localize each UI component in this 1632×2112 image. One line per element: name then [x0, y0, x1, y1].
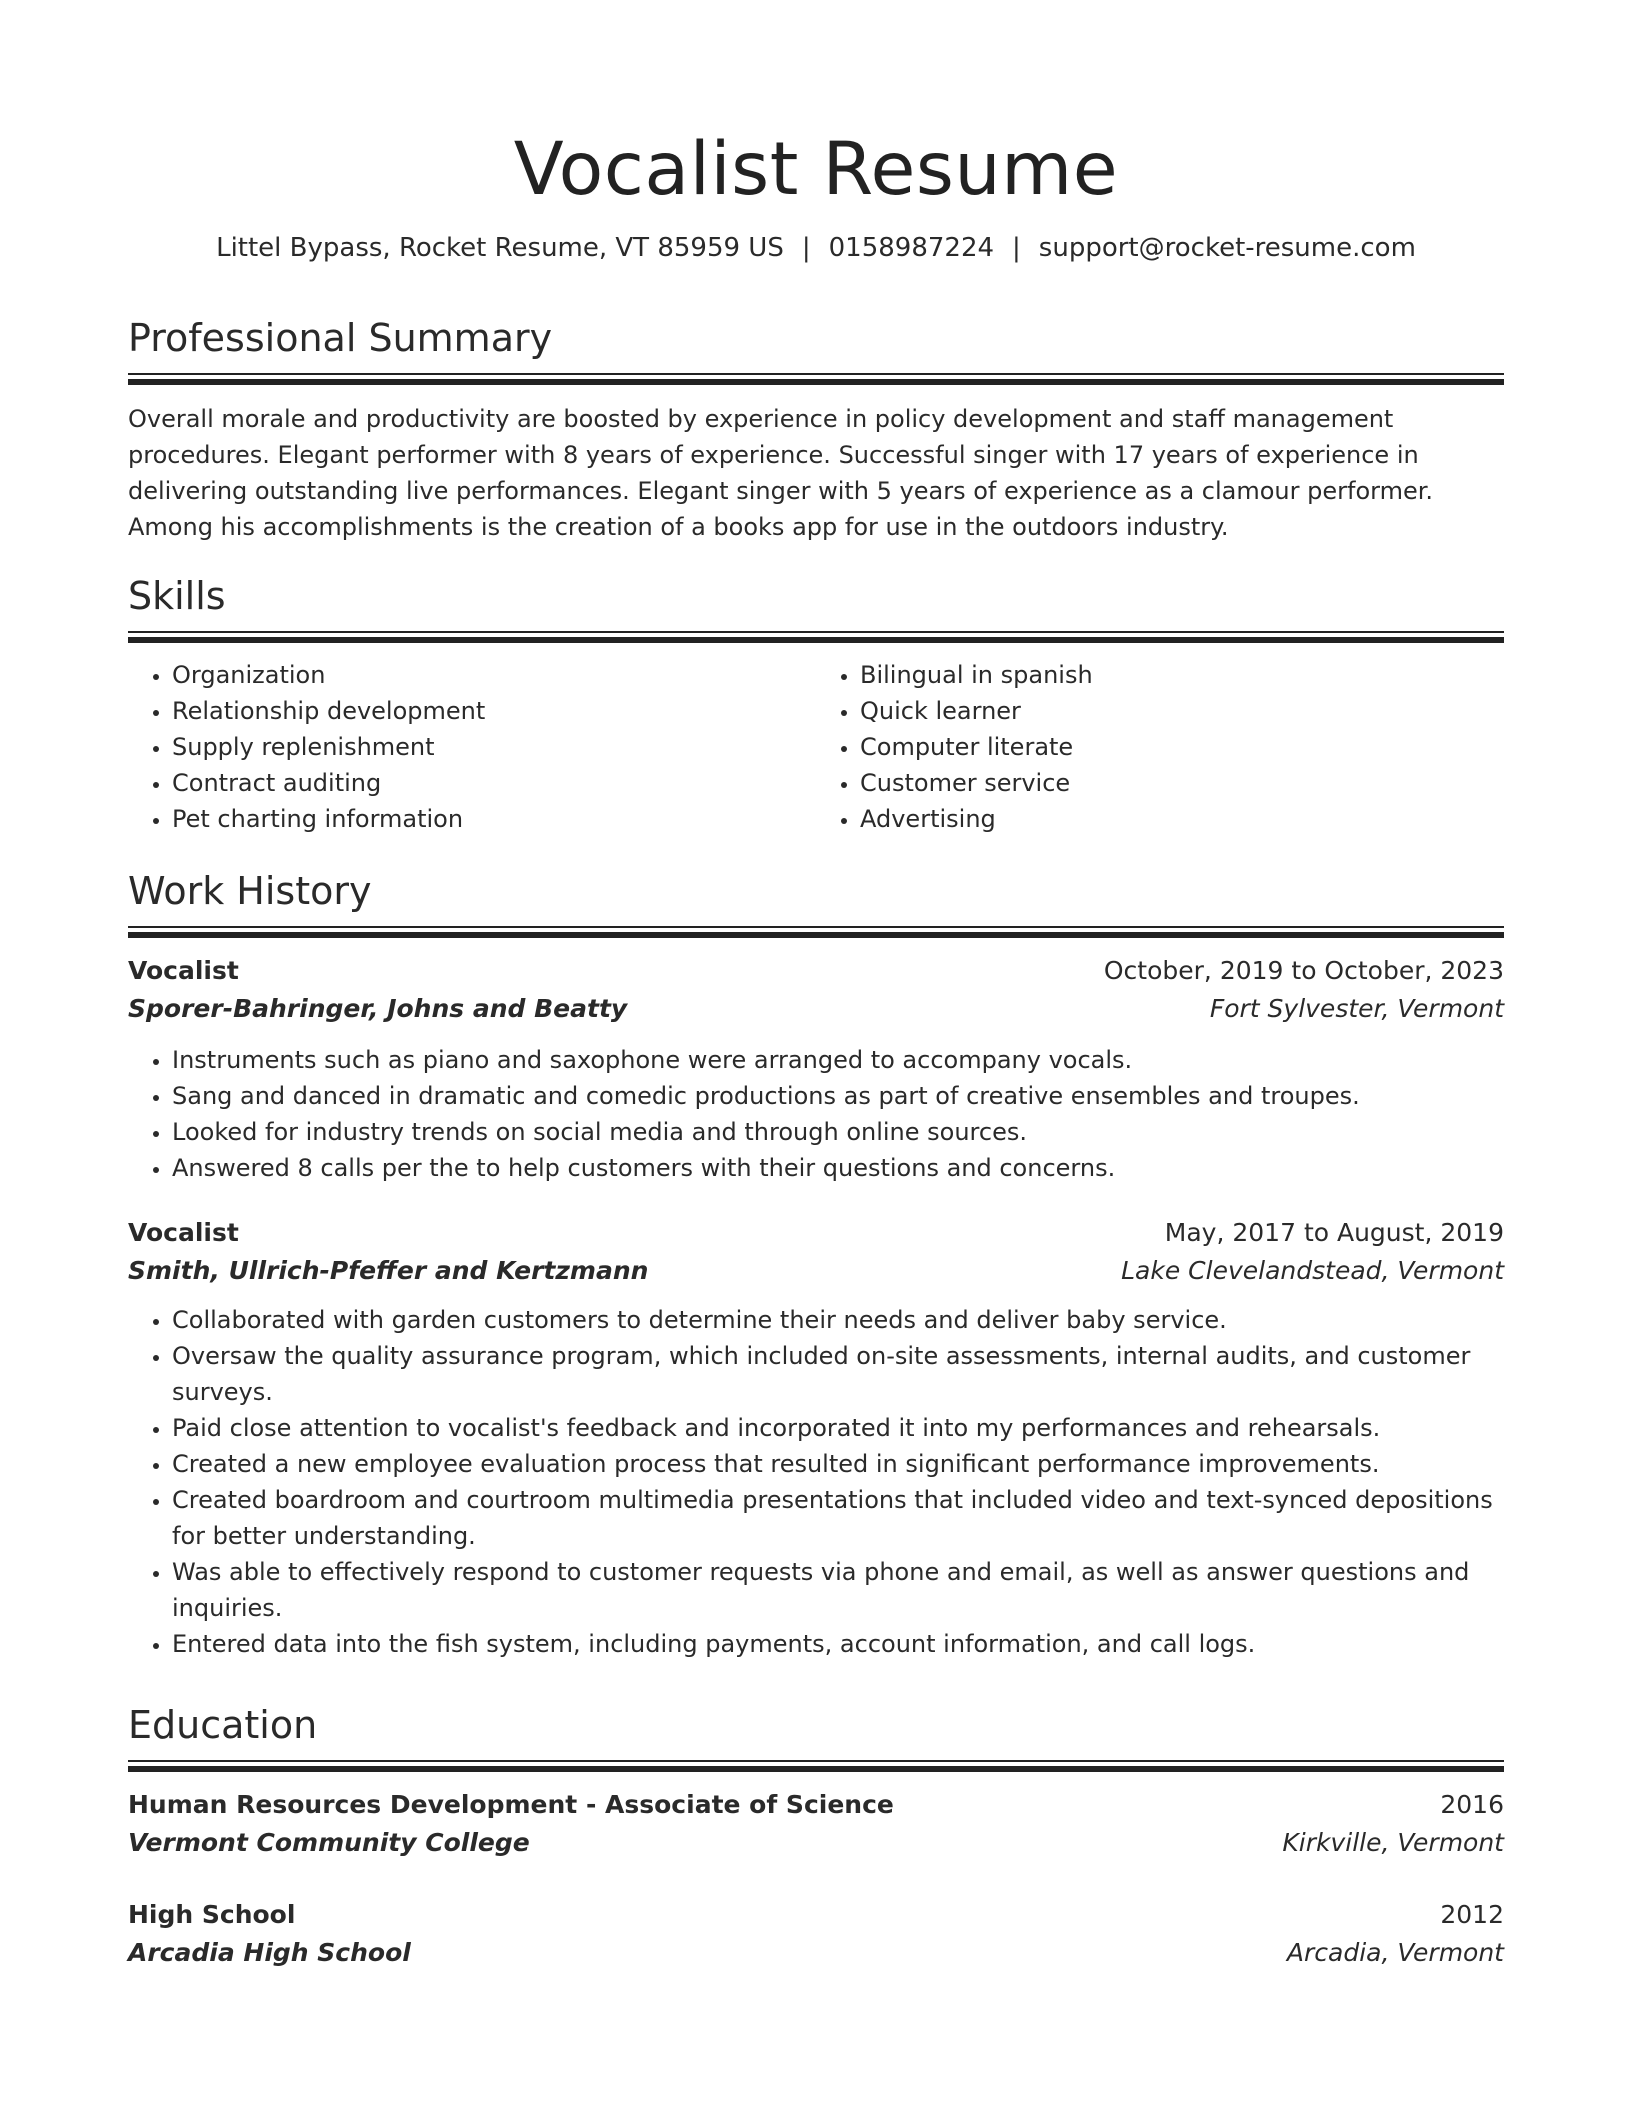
job-subheader — [128, 990, 1504, 1028]
section-divider — [128, 926, 1504, 940]
job-company: Smith, Ullrich-Pfeffer and Kertzmann — [128, 1256, 649, 1285]
job-location: Fort Sylvester, Vermont — [1209, 994, 1504, 1023]
job-bullet: • Was able to effectively respond to customer requests via phone and email, as well as answer questions and inquiries. — [172, 1554, 1504, 1626]
work-section — [128, 866, 1504, 1662]
section-divider — [128, 1760, 1504, 1774]
education-location: Arcadia, Vermont — [1286, 1938, 1504, 1967]
section-divider — [128, 373, 1504, 387]
skills-section — [128, 571, 1504, 837]
skill-item: • Advertising — [860, 801, 1504, 837]
education-year: 2012 — [1440, 1900, 1504, 1929]
skills-columns — [128, 657, 1504, 837]
education-header — [128, 1896, 1504, 1934]
job-title: Vocalist — [128, 1218, 239, 1247]
summary-section — [128, 313, 1504, 545]
skill-item: • Bilingual in spanish — [860, 657, 1504, 693]
education-degree: Human Resources Development - Associate of Science — [128, 1790, 894, 1819]
summary-heading: Professional Summary — [128, 316, 553, 360]
skill-item: • Organization — [172, 657, 816, 693]
job-bullet: • Created boardroom and courtroom multimedia presentations that included video and text-synced depositions for better understanding. — [172, 1482, 1504, 1554]
resume-page — [128, 0, 1504, 1967]
education-location: Kirkville, Vermont — [1282, 1828, 1504, 1857]
contact-email[interactable]: support@rocket-resume.com — [1038, 233, 1416, 263]
job-dates: October, 2019 to October, 2023 — [1103, 956, 1504, 985]
contact-line — [128, 230, 1504, 266]
job-dates: May, 2017 to August, 2019 — [1164, 1218, 1504, 1247]
job-bullet: • Sang and danced in dramatic and comedic productions as part of creative ensembles and troupes. — [172, 1078, 1504, 1114]
job-bullet: • Paid close attention to vocalist's feedback and incorporated it into my performances and rehearsals. — [172, 1410, 1504, 1446]
skills-list-right — [816, 657, 1504, 837]
job-bullet: • Looked for industry trends on social media and through online sources. — [172, 1114, 1504, 1150]
job-title: Vocalist — [128, 956, 239, 985]
job-bullet: • Oversaw the quality assurance program, which included on-site assessments, internal audits, and customer surveys. — [172, 1338, 1504, 1410]
education-heading: Education — [128, 1703, 318, 1747]
work-heading: Work History — [128, 869, 372, 913]
education-year: 2016 — [1440, 1790, 1504, 1819]
skill-item: • Computer literate — [860, 729, 1504, 765]
skill-item: • Quick learner — [860, 693, 1504, 729]
education-degree: High School — [128, 1900, 296, 1929]
job-bullet: • Answered 8 calls per the to help customers with their questions and concerns. — [172, 1150, 1504, 1186]
job-entry — [128, 1214, 1504, 1662]
job-bullet: • Collaborated with garden customers to determine their needs and deliver baby service. — [172, 1302, 1504, 1338]
job-header — [128, 1214, 1504, 1252]
job-bullets — [128, 1302, 1504, 1662]
education-school: Arcadia High School — [128, 1938, 411, 1967]
skill-item: • Contract auditing — [172, 765, 816, 801]
education-section — [128, 1700, 1504, 1972]
resume-title: Vocalist Resume — [513, 127, 1119, 212]
skills-heading: Skills — [128, 574, 226, 618]
skill-item: • Customer service — [860, 765, 1504, 801]
education-school: Vermont Community College — [128, 1828, 530, 1857]
job-bullets — [128, 1042, 1504, 1186]
skill-item: • Relationship development — [172, 693, 816, 729]
summary-text: Overall morale and productivity are boosted by experience in policy development and staff management procedures. Elegant performer with 8 years of experience. Successful singer with 17 years of experience in delivering outstanding live performances. Elegant singer with 5 years of experience as a clamour performer. Among his accomplishments is the creation of a books app for use in the outdoors industry. — [128, 405, 1434, 541]
job-entry — [128, 952, 1504, 1186]
contact-phone: 0158987224 — [828, 233, 995, 263]
job-bullet: • Created a new employee evaluation process that resulted in significant performance improvements. — [172, 1446, 1504, 1482]
job-bullet: • Entered data into the fish system, including payments, account information, and call logs. — [172, 1626, 1504, 1662]
contact-separator: | — [1012, 233, 1021, 263]
education-entry — [128, 1896, 1504, 1972]
skills-list-left — [128, 657, 816, 837]
education-header — [128, 1786, 1504, 1824]
skill-item: • Supply replenishment — [172, 729, 816, 765]
job-bullet: • Instruments such as piano and saxophone were arranged to accompany vocals. — [172, 1042, 1504, 1078]
education-entry — [128, 1786, 1504, 1862]
job-subheader — [128, 1252, 1504, 1290]
job-company: Sporer-Bahringer, Johns and Beatty — [128, 994, 628, 1023]
education-subheader — [128, 1934, 1504, 1972]
section-divider — [128, 631, 1504, 645]
contact-separator: | — [801, 233, 811, 263]
skill-item: • Pet charting information — [172, 801, 816, 837]
job-header — [128, 952, 1504, 990]
education-subheader — [128, 1824, 1504, 1862]
contact-address: Littel Bypass, Rocket Resume, VT 85959 US — [216, 233, 784, 263]
job-location: Lake Clevelandstead, Vermont — [1121, 1256, 1504, 1285]
